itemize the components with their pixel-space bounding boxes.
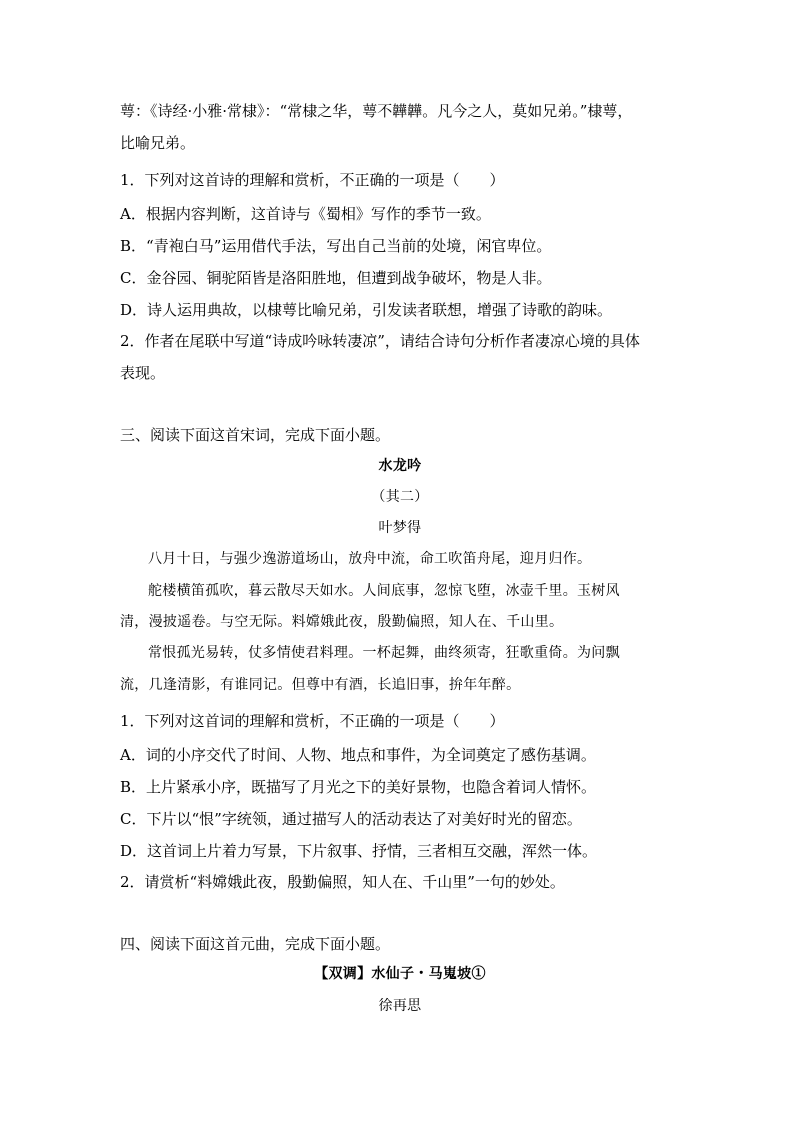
question-stem: 1．下列对这首诗的理解和赏析，不正确的一项是（ ） — [120, 171, 505, 189]
question-2-line-2: 表现。 — [120, 364, 166, 382]
option-d: D．这首词上片着力写景，下片叙事、抒情，三者相互交融，浑然一体。 — [120, 842, 598, 860]
question-stem: 1．下列对这首词的理解和赏析，不正确的一项是（ ） — [120, 712, 505, 730]
question-2-line-1: 2．作者在尾联中写道“诗成吟咏转凄凉”，请结合诗句分析作者凄凉心境的具体 — [120, 332, 640, 350]
poem-stanza-2-line-1: 常恨孤光易转，仗多情使君料理。一杯起舞，曲终须寄，狂歌重倚。为问飘 — [148, 645, 620, 661]
poem-title: 水龙吟 — [378, 458, 422, 474]
intro-line-1: 萼：《诗经·小雅·常棣》：“常棣之华，萼不韡韡。凡今之人，莫如兄弟。”棣萼， — [120, 102, 633, 120]
poem-stanza-2-line-2: 流，几逢清影，有谁同记。但尊中有酒，长追旧事，拚年年醉。 — [120, 677, 521, 693]
option-d: D．诗人运用典故，以棣萼比喻兄弟，引发读者联想，增强了诗歌的韵味。 — [120, 301, 613, 319]
option-c: C．下片以“恨”字统领，通过描写人的活动表达了对美好时光的留恋。 — [120, 810, 582, 828]
poem-author: 叶梦得 — [378, 520, 422, 536]
section-heading: 三、阅读下面这首宋词，完成下面小题。 — [120, 426, 391, 444]
poem-author: 徐再思 — [378, 998, 422, 1014]
poem-stanza-1-line-1: 舵楼横笛孤吹，暮云散尽天如水。人间底事，忽惊飞堕，冰壶千里。玉树风 — [148, 583, 620, 599]
poem-preface: 八月十日，与强少逸游道场山，放舟中流，命工吹笛舟尾，迎月归作。 — [148, 551, 592, 567]
poem-subtitle: （其二） — [371, 489, 429, 505]
poem-stanza-1-line-2: 清，漫披遥卷。与空无际。料嫦娥此夜，殷勤偏照，知人在、千山里。 — [120, 614, 564, 630]
option-a: A．词的小序交代了时间、人物、地点和事件，为全词奠定了感伤基调。 — [120, 746, 596, 764]
section-heading: 四、阅读下面这首元曲，完成下面小题。 — [120, 935, 391, 953]
option-a: A．根据内容判断，这首诗与《蜀相》写作的季节一致。 — [120, 205, 491, 223]
option-c: C．金谷园、铜驼陌皆是洛阳胜地，但遭到战争破坏，物是人非。 — [120, 269, 552, 287]
option-b: B．上片紧承小序，既描写了月光之下的美好景物，也隐含着词人情怀。 — [120, 778, 597, 796]
poem-title: 【双调】水仙子・马嵬坡① — [314, 966, 486, 982]
question-2: 2．请赏析“料嫦娥此夜，殷勤偏照，知人在、千山里”一句的妙处。 — [120, 873, 565, 891]
intro-line-2: 比喻兄弟。 — [120, 134, 196, 152]
option-b: B．“青袍白马”运用借代手法，写出自己当前的处境，闲官卑位。 — [120, 237, 552, 255]
